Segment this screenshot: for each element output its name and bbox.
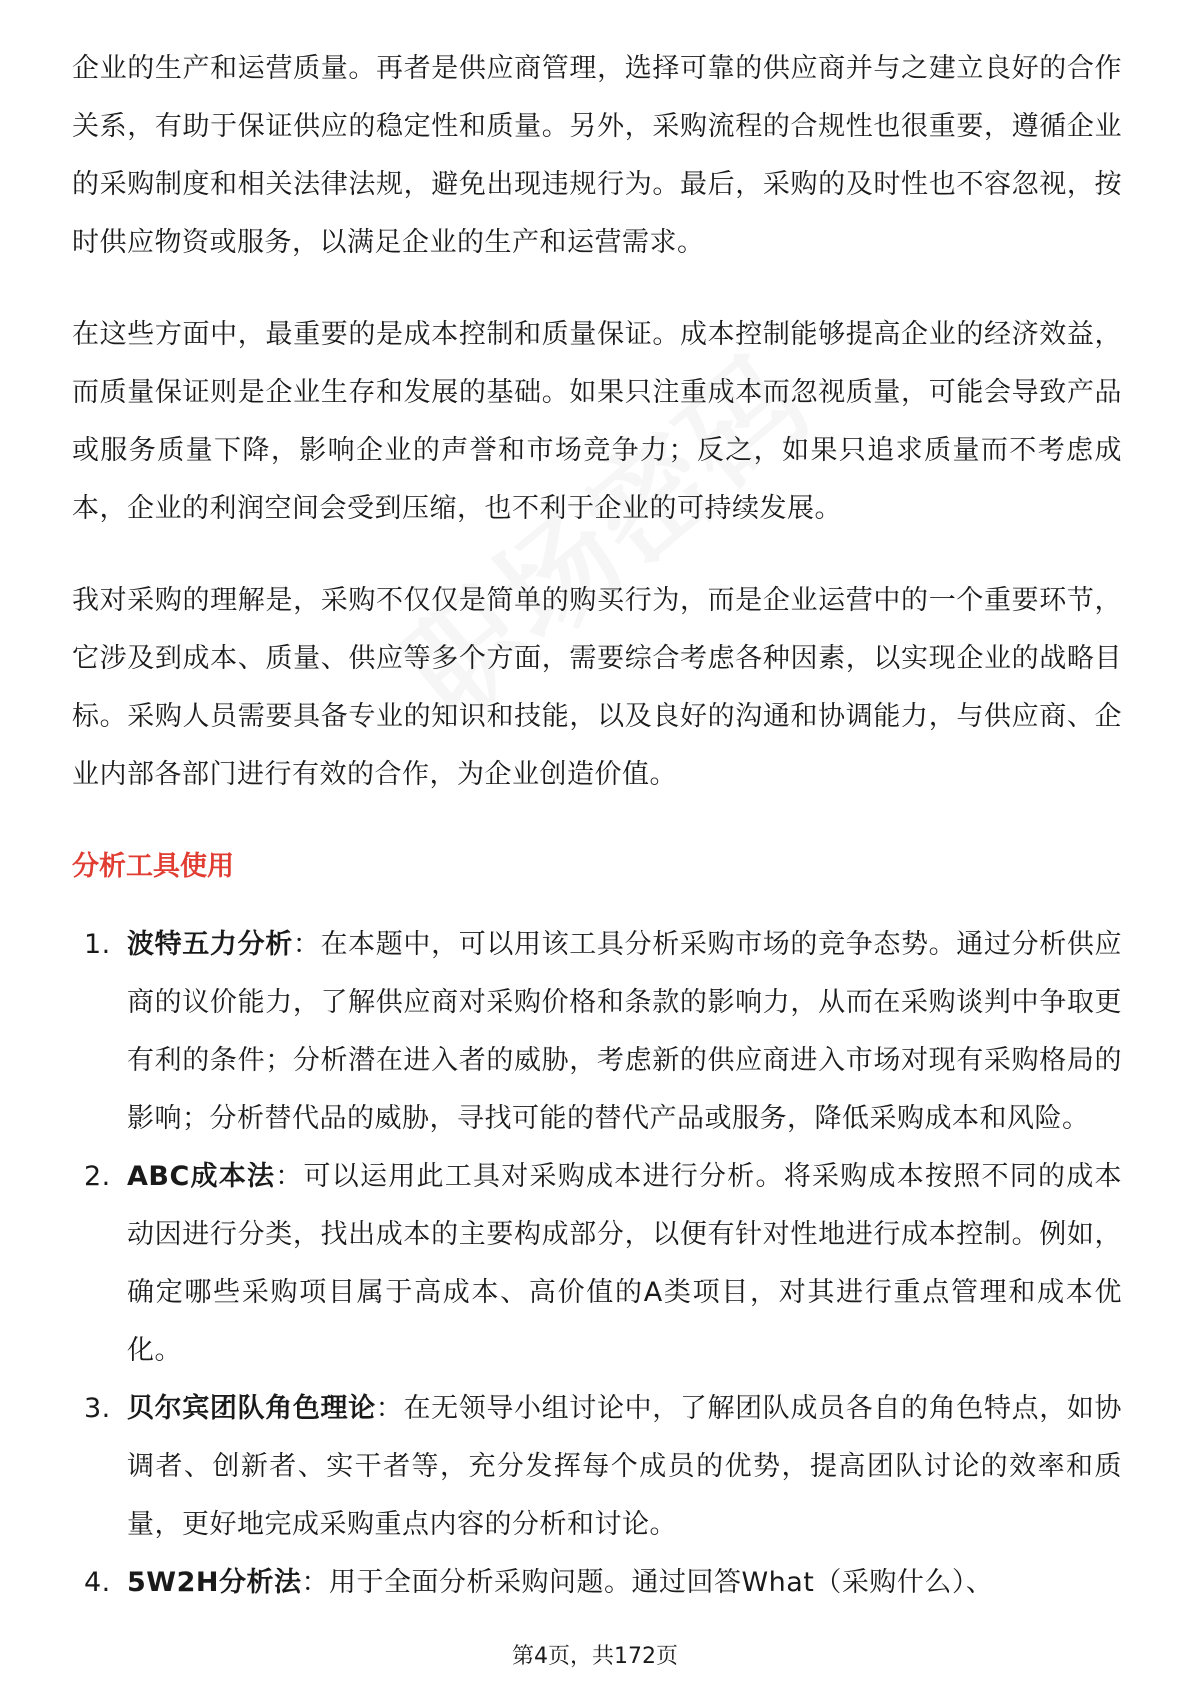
paragraph-1: 企业的生产和运营质量。再者是供应商管理，选择可靠的供应商并与之建立良好的合作关系，有助于保证供应的稳定性和质量。另外，采购流程的合规性也很重要，遵循企业的采购制度和相关法律法规，避免出现违规行为。最后，采购的及时性也不容忽视，按时供应物资或服务，以满足企业的生产和运营需求。 xyxy=(72,53,1122,258)
list-number: 4. xyxy=(84,1567,111,1598)
tool-name: 5W2H分析法 xyxy=(127,1567,302,1598)
tool-name: 贝尔宾团队角色理论 xyxy=(127,1393,376,1424)
list-number: 3. xyxy=(84,1393,111,1424)
tool-description: ：在本题中，可以用该工具分析采购市场的竞争态势。通过分析供应商的议价能力，了解供应商对采购价格和条款的影响力，从而在采购谈判中争取更有利的条件；分析潜在进入者的威胁，考虑新的供应商进入市场对现有采购格局的影响；分析替代品的威胁，寻找可能的替代产品或服务，降低采购成本和风险。 xyxy=(127,929,1123,1134)
tool-list xyxy=(72,916,1122,1612)
list-number: 1. xyxy=(84,929,111,960)
tool-name: 波特五力分析 xyxy=(127,929,293,960)
list-number: 2. xyxy=(84,1161,111,1192)
tool-description: ：用于全面分析采购问题。通过回答What（采购什么）、 xyxy=(301,1567,994,1598)
tool-item-belbin xyxy=(72,1380,1122,1554)
tool-item-abc xyxy=(72,1148,1122,1380)
tool-name: ABC成本法 xyxy=(127,1161,276,1192)
paragraph-2: 在这些方面中，最重要的是成本控制和质量保证。成本控制能够提高企业的经济效益，而质量保证则是企业生存和发展的基础。如果只注重成本而忽视质量，可能会导致产品或服务质量下降，影响企业的声誉和市场竞争力；反之，如果只追求质量而不考虑成本，企业的利润空间会受到压缩，也不利于企业的可持续发展。 xyxy=(72,319,1122,524)
tool-item-5w2h xyxy=(72,1554,1122,1612)
tool-description: ：可以运用此工具对采购成本进行分析。将采购成本按照不同的成本动因进行分类，找出成本的主要构成部分，以便有针对性地进行成本控制。例如，确定哪些采购项目属于高成本、高价值的A类项目，对其进行重点管理和成本优化。 xyxy=(127,1161,1123,1366)
tool-description: ：在无领导小组讨论中，了解团队成员各自的角色特点，如协调者、创新者、实干者等，充分发挥每个成员的优势，提高团队讨论的效率和质量，更好地完成采购重点内容的分析和讨论。 xyxy=(127,1393,1123,1540)
paragraph-3: 我对采购的理解是，采购不仅仅是简单的购买行为，而是企业运营中的一个重要环节，它涉及到成本、质量、供应等多个方面，需要综合考虑各种因素，以实现企业的战略目标。采购人员需要具备专业的知识和技能，以及良好的沟通和协调能力，与供应商、企业内部各部门进行有效的合作，为企业创造价值。 xyxy=(72,585,1122,790)
tool-item-porter xyxy=(72,916,1122,1148)
section-heading-analysis-tools: 分析工具使用 xyxy=(72,851,234,882)
page-footer: 第4页，共172页 xyxy=(512,1644,678,1669)
document-page xyxy=(72,40,1122,1612)
